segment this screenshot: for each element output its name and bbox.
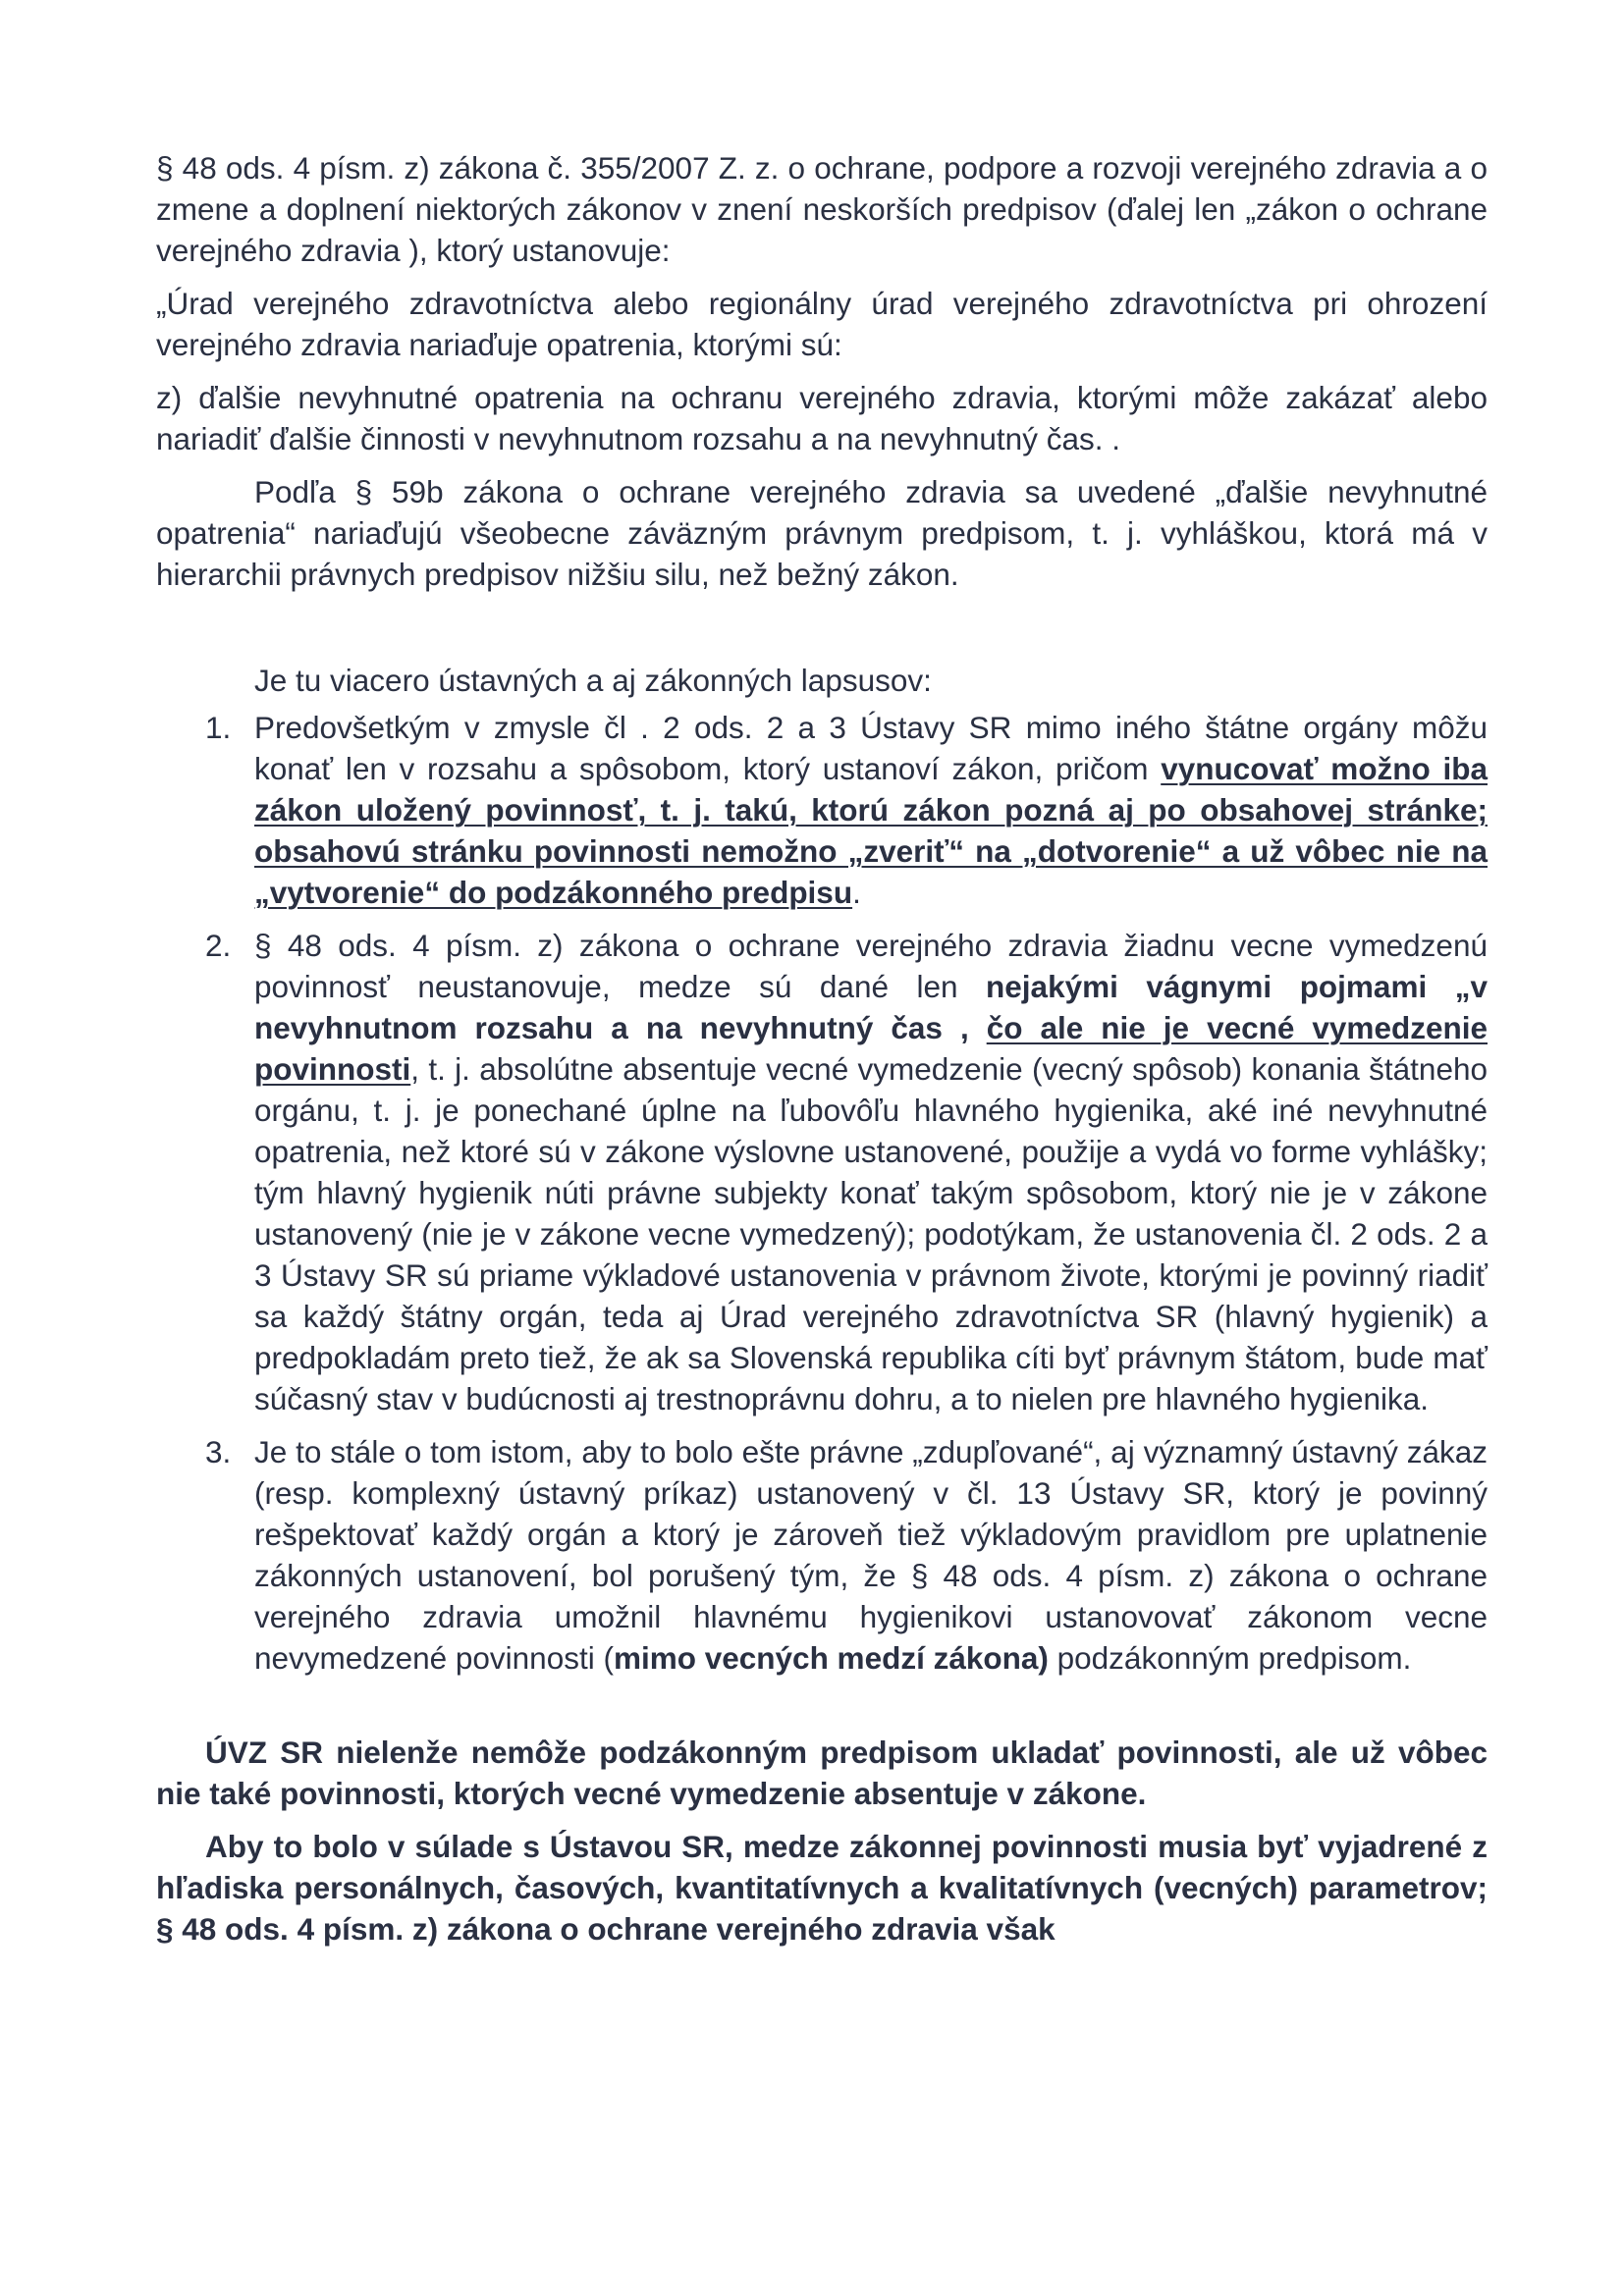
paragraph-law-reference: § 48 ods. 4 písm. z) zákona č. 355/2007 Z. z. o ochrane, podpore a rozvoji verejného zdravia a o zmene a doplnení niektorých zákonov v znení neskorších predpisov (ďalej len „zákon o ochrane verejného zdravia ), ktorý ustanovuje: [156, 150, 1488, 268]
item-text: Predovšetkým v zmysle čl . 2 ods. 2 a 3 Ústavy SR mimo iného štátne orgány môžu konať len v rozsahu a spôsobom, ktorý ustanoví zákon, pričom [254, 710, 1488, 786]
item-text: Je to stále o tom istom, aby to bolo ešte právne „zdupľované“, aj významný ústavný zákaz (resp. komplexný ústavný príkaz) ustanovený v čl. 13 Ústavy SR, ktorý je povinný rešpektovať každý orgán a ktorý je zároveň tiež výkladovým pravidlom pre uplatnenie zákonných ustanovení, bol porušený tým, že § 48 ods. 4 písm. z) zákona o ochrane verejného zdravia umožnil hlavnému hygienikovi ustanovovať zákonom vecne nevymedzené povinnosti ( [254, 1434, 1488, 1676]
item-text: . [852, 875, 861, 910]
numbered-list [156, 707, 1488, 1679]
list-number: 1. [205, 710, 232, 745]
item-emphasis: vynucovať možno iba zákon uložený povinnosť, t. j. takú, ktorú zákon pozná aj po obsahovej stránke; obsahovú stránku povinnosti nemožno „zveriť“ na „dotvorenie“ a už vôbec nie na „vytvorenie“ do podzákonného predpisu [254, 751, 1488, 910]
list-item [156, 925, 1488, 1419]
paragraph-lapses-intro: Je tu viacero ústavných a aj zákonných lapsusov: [254, 663, 932, 698]
item-text: § 48 ods. 4 písm. z) zákona o ochrane verejného zdravia žiadnu vecne vymedzenú povinnosť neustanovuje, medze sú dané len [254, 928, 1488, 1004]
item-bold: nejakými vágnymi pojmami „v nevyhnutnom rozsahu a na nevyhnutný čas , [254, 969, 1488, 1045]
paragraph-59b: Podľa § 59b zákona o ochrane verejného zdravia sa uvedené „ďalšie nevyhnutné opatrenia“ nariaďujú všeobecne záväzným právnym predpisom, t. j. vyhláškou, ktorá má v hierarchii právnych predpisov nižšiu silu, než bežný zákon. [156, 474, 1488, 592]
list-item [156, 1431, 1488, 1679]
document-page [156, 147, 1488, 1949]
list-number: 3. [205, 1434, 232, 1469]
item-emphasis: čo ale nie je vecné vymedzenie povinnosti [254, 1010, 1488, 1087]
item-text: podzákonným predpisom. [1048, 1640, 1412, 1676]
paragraph-quote-item-z: z) ďalšie nevyhnutné opatrenia na ochranu verejného zdravia, ktorými môže zakázať alebo nariadiť ďalšie činnosti v nevyhnutnom rozsahu a na nevyhnutný čas. . [156, 380, 1488, 456]
paragraph-quote-intro: „Úrad verejného zdravotníctva alebo regionálny úrad verejného zdravotníctva pri ohrození verejného zdravia nariaďuje opatrenia, ktorými sú: [156, 286, 1488, 362]
paragraph-bold-uvz: ÚVZ SR nielenže nemôže podzákonným predpisom ukladať povinnosti, ale už vôbec nie také povinnosti, ktorých vecné vymedzenie absentuje v zákone. [156, 1735, 1488, 1811]
list-number: 2. [205, 928, 232, 963]
paragraph-bold-constitution: Aby to bolo v súlade s Ústavou SR, medze zákonnej povinnosti musia byť vyjadrené z hľadiska personálnych, časových, kvantitatívnych a kvalitatívnych (vecných) parametrov; § 48 ods. 4 písm. z) zákona o ochrane verejného zdravia však [156, 1829, 1488, 1947]
list-item [156, 707, 1488, 913]
item-bold: mimo vecných medzí zákona) [613, 1640, 1049, 1676]
item-text: , t. j. absolútne absentuje vecné vymedzenie (vecný spôsob) konania štátneho orgánu, t. j. je ponechané úplne na ľubovôľu hlavného hygienika, aké iné nevyhnutné opatrenia, než ktoré sú v zákone výslovne ustanovené, použije a vydá vo forme vyhlášky; tým hlavný hygienik núti právne subjekty konať takým spôsobom, ktorý nie je v zákone ustanovený (nie je v zákone vecne vymedzený); podotýkam, že ustanovenia čl. 2 ods. 2 a 3 Ústavy SR sú priame výkladové ustanovenia v právnom živote, ktorými je povinný riadiť sa každý štátny orgán, teda aj Úrad verejného zdravotníctva SR (hlavný hygienik) a predpokladám preto tiež, že ak sa Slovenská republika cíti byť právnym štátom, bude mať súčasný stav v budúcnosti aj trestnoprávnu dohru, a to nielen pre hlavného hygienika. [254, 1051, 1488, 1416]
